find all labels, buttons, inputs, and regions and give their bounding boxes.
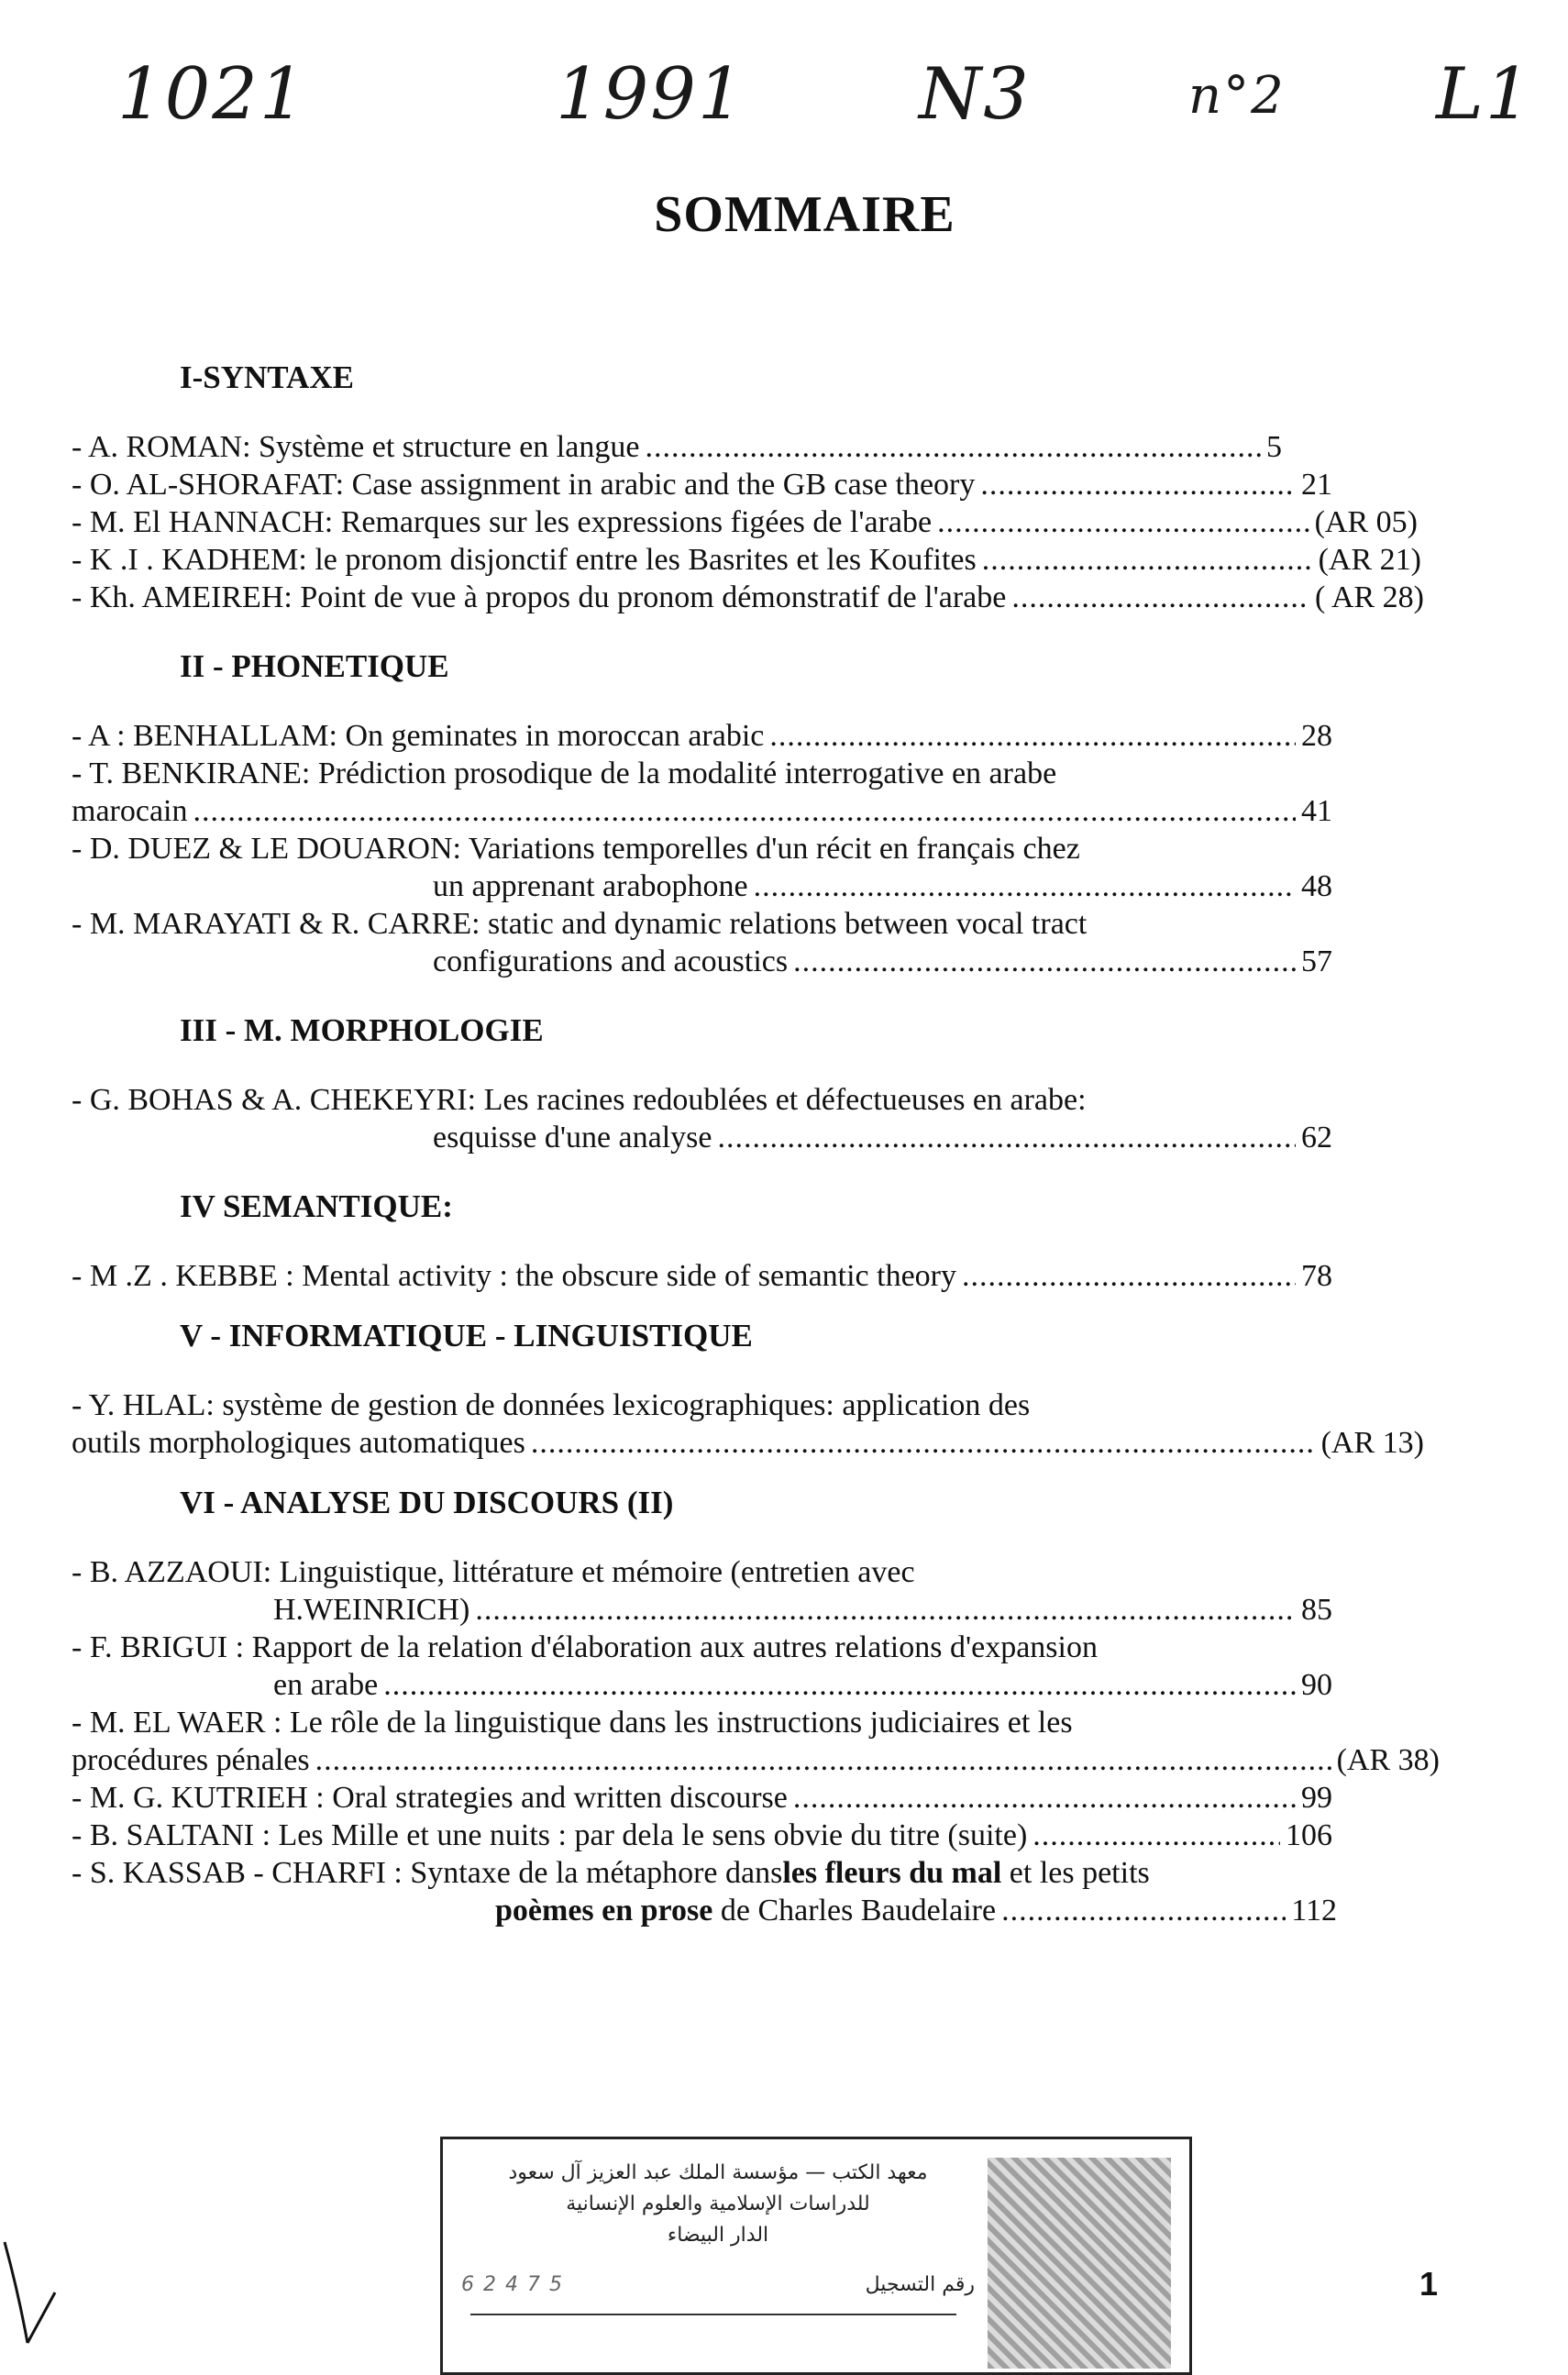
page-ref: 62 [1301, 1121, 1332, 1154]
toc-entry: - B. AZZAOUI: Linguistique, littérature et mémoire (entretien avec H.WEINRICH) ..... 85 [72, 1553, 1447, 1629]
toc-entry: - B. SALTANI : Les Mille et une nuits : par dela le sens obvie du titre (suite) ..... 106 [72, 1817, 1447, 1854]
emphasis: les fleurs du mal [782, 1856, 1002, 1890]
page-ref: 112 [1291, 1894, 1337, 1928]
pen-mark [0, 2237, 73, 2347]
toc-entry: - M. MARAYATI & R. CARRE: static and dynamic relations between vocal tract configurations and acoustics ..... 57 [72, 905, 1447, 980]
page-ref: (AR 13) [1320, 1426, 1424, 1460]
toc-entry: - M. EL WAER : Le rôle de la linguistique dans les instructions judiciaires et les procédures pénales ..... (AR 38) [72, 1704, 1447, 1779]
section-title-semantique: IV SEMANTIQUE: [180, 1188, 453, 1224]
section-title-analyse-discours: VI - ANALYSE DU DISCOURS (II) [180, 1485, 674, 1520]
stamp-divider [470, 2314, 956, 2315]
page-ref: 78 [1301, 1259, 1332, 1293]
page-ref: 5 [1266, 430, 1282, 464]
section-title-syntaxe: I-SYNTAXE [180, 359, 354, 395]
table-of-contents [72, 353, 1447, 1929]
section-title-informatique: V - INFORMATIQUE - LINGUISTIQUE [180, 1318, 753, 1353]
page-ref: (AR 38) [1336, 1743, 1440, 1777]
toc-entry: - M. G. KUTRIEH : Oral strategies and written discourse ..... 99 [72, 1779, 1447, 1817]
stamp-emblem-image [988, 2158, 1171, 2369]
page-ref: 85 [1301, 1593, 1332, 1627]
toc-entry: - O. AL-SHORAFAT: Case assignment in arabic and the GB case theory ..... 21 [72, 466, 1447, 503]
toc-entry: - F. BRIGUI : Rapport de la relation d'élaboration aux autres relations d'expansion en arabe ..... 90 [72, 1629, 1447, 1704]
toc-entry: - A : BENHALLAM: On geminates in moroccan arabic ..... 28 [72, 717, 1447, 755]
page-ref: 41 [1301, 794, 1332, 828]
library-stamp [440, 2137, 1192, 2375]
toc-entry: - T. BENKIRANE: Prédiction prosodique de la modalité interrogative en arabe marocain ..... 41 [72, 755, 1447, 830]
toc-entry: - G. BOHAS & A. CHEKEYRI: Les racines redoublées et défectueuses en arabe: esquisse d'une analyse ..... 62 [72, 1081, 1447, 1156]
page-ref: ( AR 28) [1315, 580, 1424, 614]
toc-entry: - A. ROMAN: Système et structure en langue ..... 5 [72, 428, 1447, 466]
toc-entry: - K .I . KADHEM: le pronom disjonctif entre les Basrites et les Koufites ..... (AR 21) [72, 541, 1447, 579]
handwritten-code: L1 [1436, 53, 1533, 136]
page-ref: 28 [1301, 719, 1332, 753]
handwritten-year: 1991 [556, 53, 745, 136]
stamp-reg-number: 62475 [461, 2273, 571, 2296]
page-ref: 99 [1301, 1781, 1332, 1815]
toc-entry: - Kh. AMEIREH: Point de vue à propos du pronom démonstratif de l'arabe ..... ( AR 28) [72, 579, 1447, 616]
page-number: 1 [1419, 2265, 1439, 2303]
page-ref: 57 [1301, 944, 1332, 978]
section-title-morphologie: III - M. MORPHOLOGIE [180, 1012, 544, 1048]
stamp-text: معهد الكتب — مؤسسة الملك عبد العزيز آل سعود للدراسات الإسلامية والعلوم الإنسانية الدار البيضاء رقم التسجيل 62475 [461, 2158, 975, 2301]
page-ref: (AR 21) [1318, 543, 1421, 577]
page-ref: 21 [1301, 468, 1332, 502]
page-ref: (AR 05) [1314, 505, 1418, 539]
page-title: SOMMAIRE [654, 186, 955, 243]
handwritten-number: 1021 [117, 53, 307, 136]
handwritten-issue: n°2 [1188, 66, 1286, 126]
emphasis: poèmes en prose [495, 1894, 713, 1928]
handwritten-volume: N3 [919, 53, 1031, 136]
page-ref: 106 [1286, 1818, 1332, 1852]
toc-entry: - Y. HLAL: système de gestion de données lexicographiques: application des outils morphologiques automatiques ..... (AR 13) [72, 1386, 1447, 1462]
toc-entry: - D. DUEZ & LE DOUARON: Variations temporelles d'un récit en français chez un apprenant arabophone ..... 48 [72, 830, 1447, 905]
toc-entry: - M .Z . KEBBE : Mental activity : the obscure side of semantic theory ..... 78 [72, 1257, 1447, 1295]
page-ref: 90 [1301, 1668, 1332, 1702]
toc-entry: - S. KASSAB - CHARFI : Syntaxe de la métaphore dans les fleurs du mal et les petits poèmes en prose de Charles Baudelaire ..... 112 [72, 1854, 1447, 1929]
section-title-phonetique: II - PHONETIQUE [180, 648, 449, 684]
page-ref: 48 [1301, 869, 1332, 903]
stamp-reg-label: رقم التسجيل [865, 2273, 975, 2296]
toc-entry: - M. El HANNACH: Remarques sur les expressions figées de l'arabe ..... (AR 05) [72, 503, 1447, 541]
